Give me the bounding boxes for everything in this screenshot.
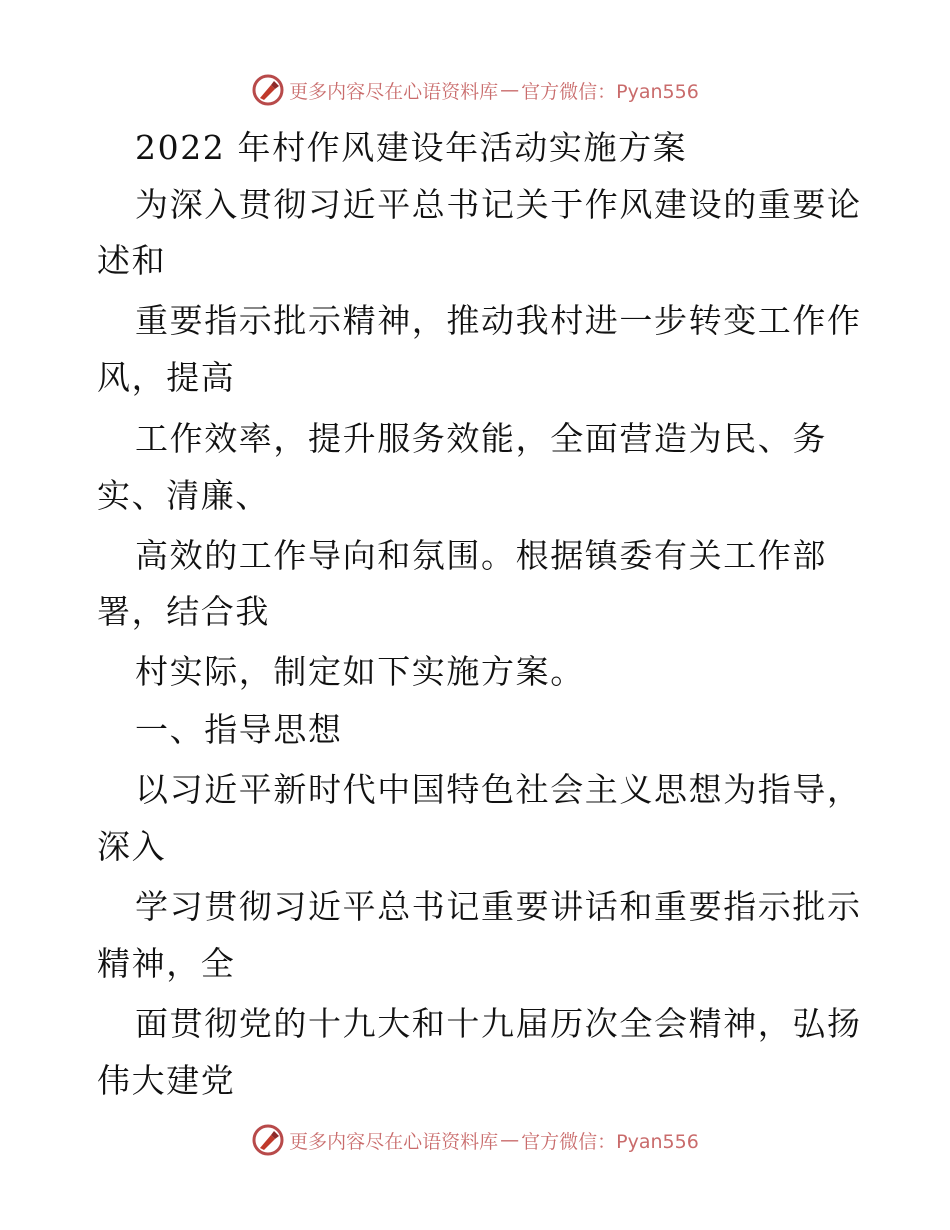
doc-line-14: 精神，全 [97,944,236,983]
doc-line-11: 以习近平新时代中国特色社会主义思想为指导， [135,770,862,809]
doc-line-15: 面贯彻党的十九大和十九届历次全会精神，弘扬 [135,1004,862,1043]
doc-line-13: 学习贯彻习近平总书记重要讲话和重要指示批示 [135,887,862,926]
doc-line-3: 重要指示批示精神，推动我村进一步转变工作作 [135,301,862,340]
doc-line-7: 高效的工作导向和氛围。根据镇委有关工作部 [135,536,827,575]
footer-watermark-banner [0,1120,950,1160]
pen-nib-logo-icon [251,73,285,107]
doc-line-16: 伟大建党 [97,1061,236,1100]
banner-separator: — [500,1129,520,1151]
doc-line-9: 村实际，制定如下实施方案。 [135,652,585,691]
banner-text: 更多内容尽在心语资料库 [289,80,499,103]
doc-line-6: 实、清廉、 [97,476,270,515]
pen-nib-logo-icon [251,1123,285,1157]
doc-title: 2022 年村作风建设年活动实施方案 [135,128,688,167]
doc-line-8: 署，结合我 [97,592,270,631]
doc-line-5: 工作效率，提升服务效能，全面营造为民、务 [135,419,827,458]
doc-line-1: 为深入贯彻习近平总书记关于作风建设的重要论 [135,185,862,224]
doc-line-2: 述和 [97,241,167,280]
header-watermark-banner [0,70,950,110]
doc-line-12: 深入 [97,827,167,866]
banner-wechat: 官方微信：Pyan556 [521,1130,699,1153]
banner-text: 更多内容尽在心语资料库 [289,1130,499,1153]
banner-wechat: 官方微信：Pyan556 [521,80,699,103]
banner-separator: — [500,79,520,101]
doc-heading-1: 一、指导思想 [135,710,343,749]
doc-line-4: 风，提高 [97,358,236,397]
